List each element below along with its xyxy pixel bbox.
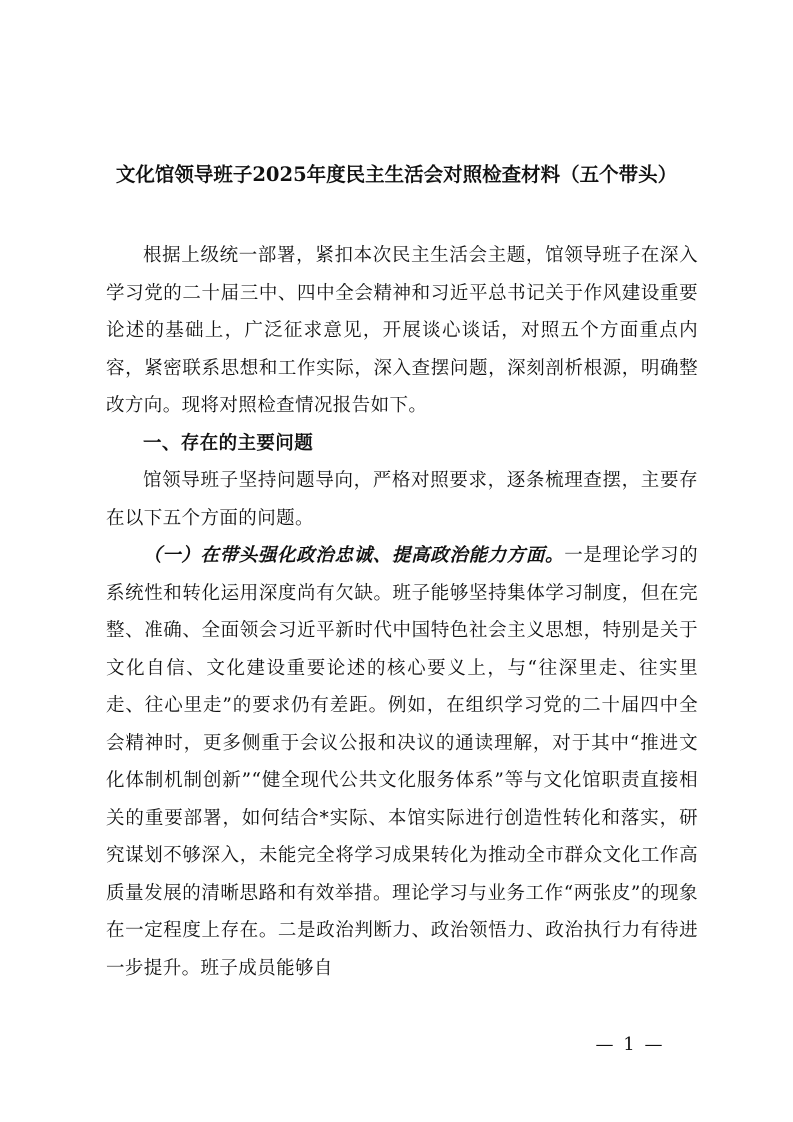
subsection-paragraph (106, 537, 698, 987)
document-title: 文化馆领导班子2025年度民主生活会对照检查材料（五个带头） (115, 163, 678, 186)
intro-paragraph: 根据上级统一部署，紧扣本次民主生活会主题，馆领导班子在深入学习党的二十届三中、四中全会精神和习近平总书记关于作风建设重要论述的基础上，广泛征求意见，开展谈心谈话，对照五个方面重点内容，紧密联系思想和工作实际，深入查摆问题，深刻剖析根源，明确整改方向。现将对照检查情况报告如下。 (106, 245, 698, 416)
subsection-body: 一是理论学习的系统性和转化运用深度尚有欠缺。班子能够坚持集体学习制度，但在完整、准确、全面领会习近平新时代中国特色社会主义思想，特别是关于文化自信、文化建设重要论述的核心要义上，与“往深里走、往实里走、往心里走”的要求仍有差距。例如，在组织学习党的二十届四中全会精神时，更多侧重于会议公报和决议的通读理解，对于其中“推进文化体制机制创新”“健全现代公共文化服务体系”等与文化馆职责直接相关的重要部署，如何结合*实际、本馆实际进行创造性转化和落实，研究谋划不够深入，未能完全将学习成果转化为推动全市群众文化工作高质量发展的清晰思路和有效举措。理论学习与业务工作“两张皮”的现象在一定程度上存在。二是政治判断力、政治领悟力、政治执行力有待进一步提升。班子成员能够自 (106, 545, 698, 979)
document-body (106, 237, 698, 987)
page-number: — 1 — (595, 1034, 665, 1055)
section-intro-paragraph: 馆领导班子坚持问题导向，严格对照要求，逐条梳理查摆，主要存在以下五个方面的问题。 (106, 470, 698, 529)
subsection-heading: （一）在带头强化政治忠诚、提高政治能力方面。 (143, 545, 565, 566)
section-heading-problems: 一、存在的主要问题 (143, 432, 314, 454)
